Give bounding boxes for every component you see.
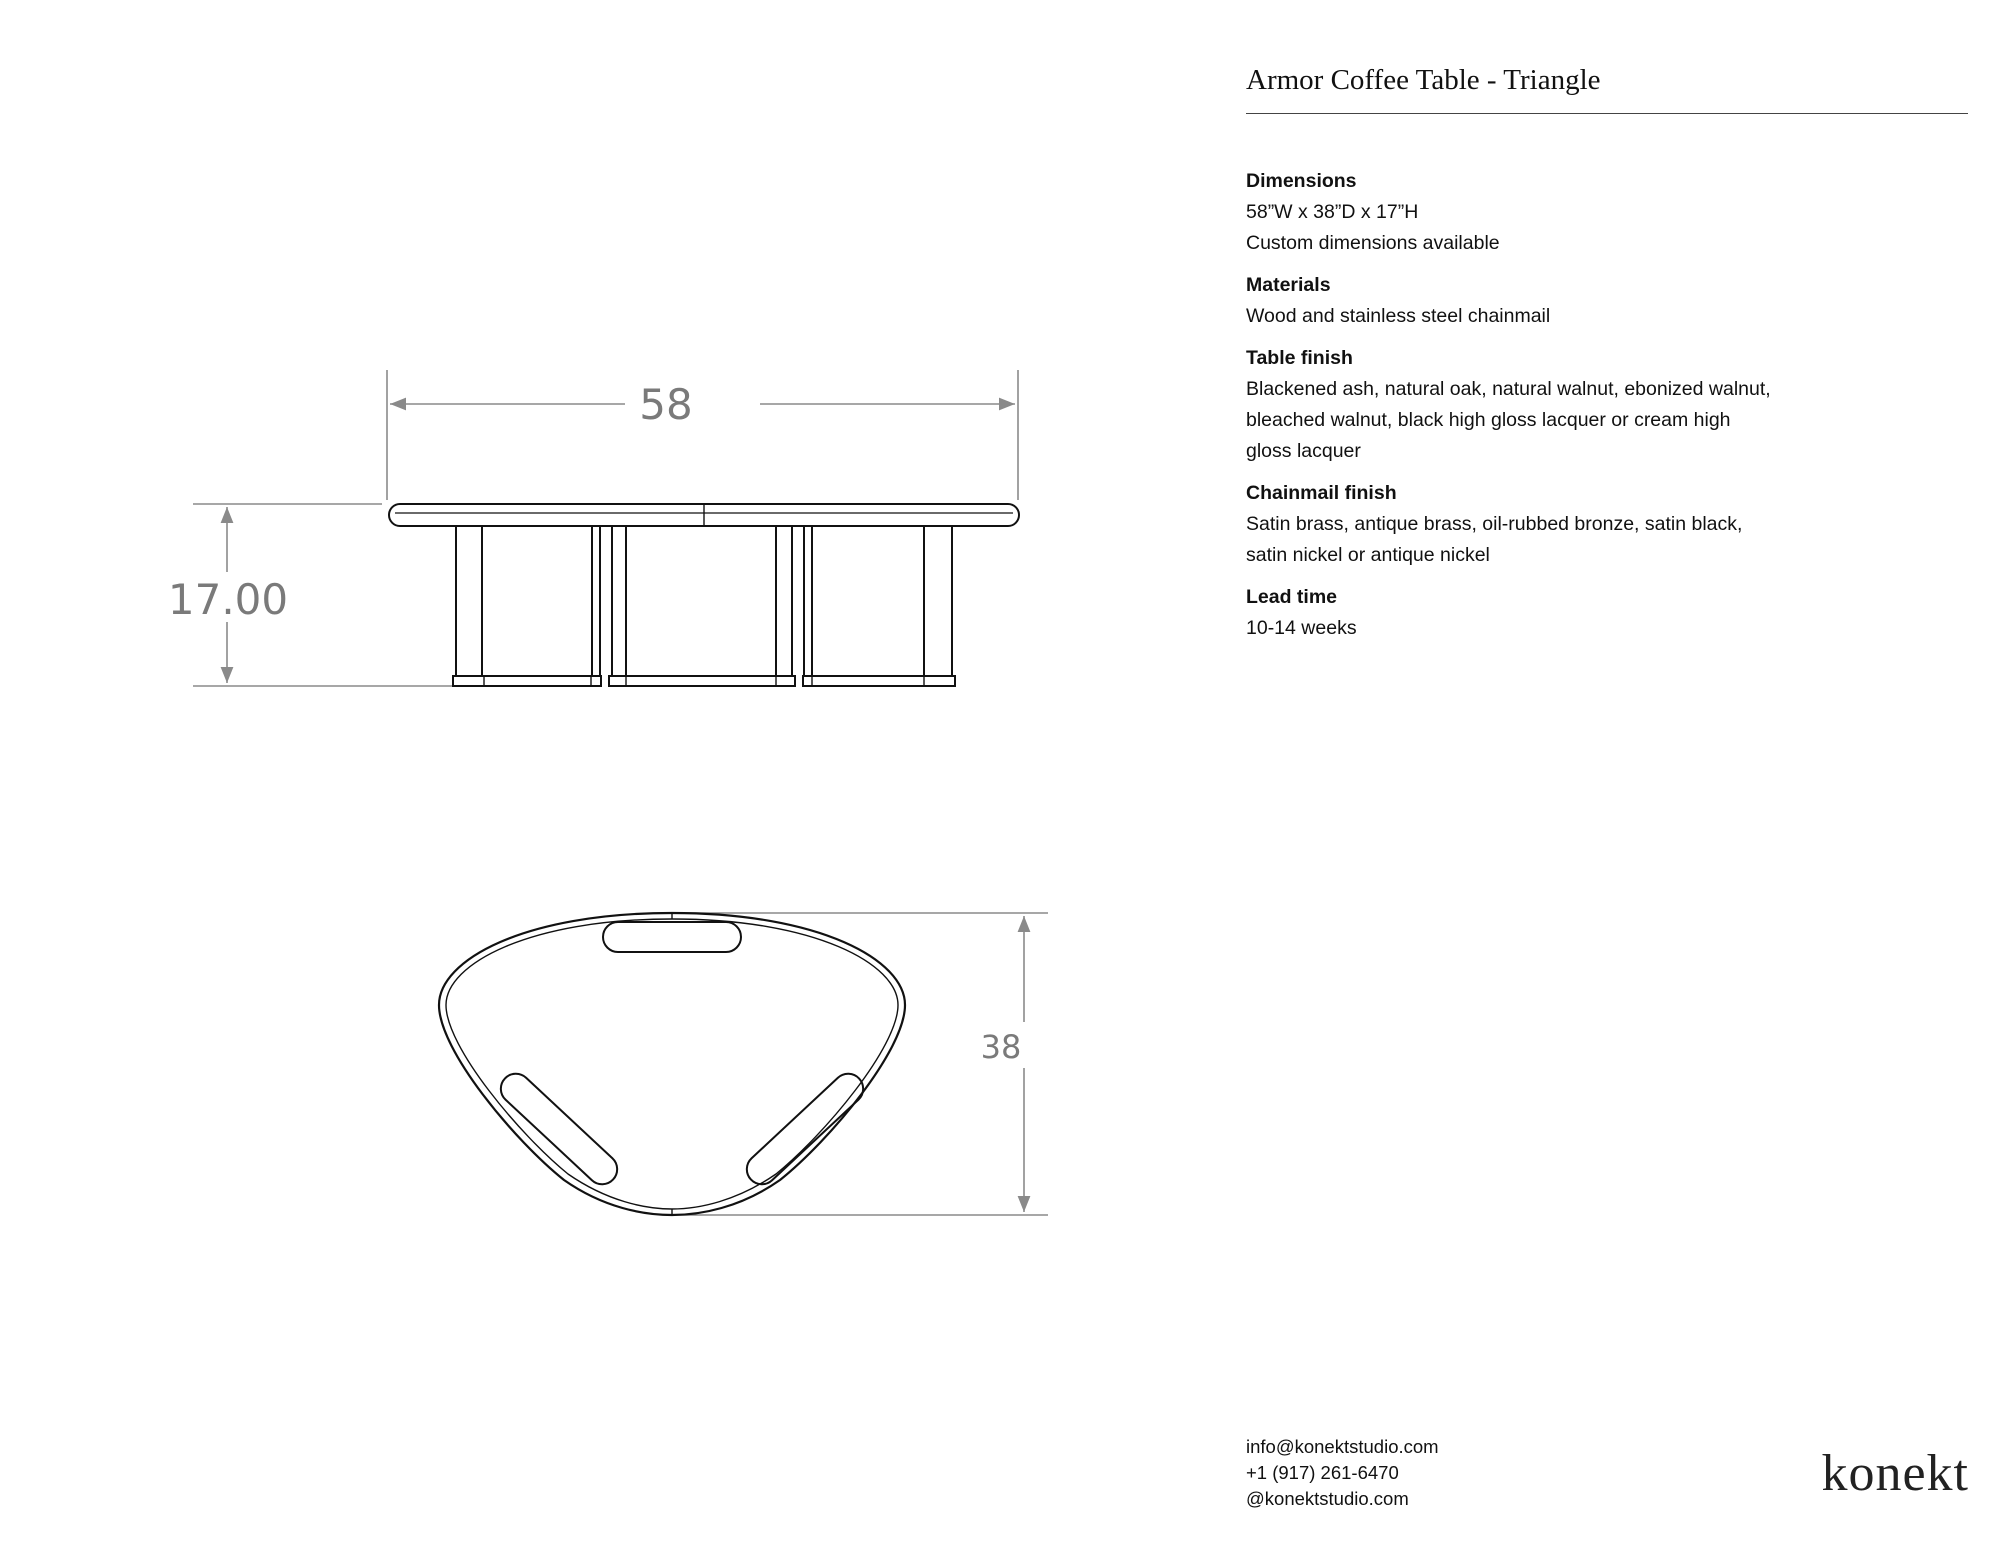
contact-social[interactable]: @konektstudio.com (1246, 1488, 1409, 1509)
spec-label: Table finish (1246, 347, 1353, 369)
spec-value: Wood and stainless steel chainmail (1246, 305, 1551, 327)
spec-value: satin nickel or antique nickel (1246, 544, 1490, 566)
plan-view (439, 913, 1048, 1215)
spec-value: 10-14 weeks (1246, 617, 1357, 639)
spec-label: Lead time (1246, 586, 1338, 608)
spec-value: gloss lacquer (1246, 440, 1361, 462)
spec-label: Chainmail finish (1246, 482, 1397, 504)
height-dimension-label: 17.00 (167, 575, 289, 624)
specifications (1246, 166, 1866, 655)
width-dimension (387, 370, 1018, 500)
contact-info (1246, 1434, 1439, 1512)
spec-label: Dimensions (1246, 170, 1357, 192)
spec-value: Blackened ash, natural oak, natural walnut, ebonized walnut, (1246, 378, 1771, 400)
triangle-top-outline (439, 913, 905, 1215)
table-top (389, 504, 1019, 526)
spec-value: Satin brass, antique brass, oil-rubbed bronze, satin black, (1246, 513, 1743, 535)
product-title: Armor Coffee Table - Triangle (1246, 64, 1601, 96)
width-dimension-label: 58 (639, 380, 693, 429)
table-legs (453, 526, 955, 686)
spec-table-finish (1246, 343, 1866, 467)
depth-dimension-label: 38 (980, 1028, 1022, 1066)
spec-value: bleached walnut, black high gloss lacquer or cream high (1246, 409, 1731, 431)
spec-materials (1246, 270, 1866, 332)
title-divider (1246, 113, 1968, 114)
contact-email[interactable]: info@konektstudio.com (1246, 1436, 1439, 1457)
brand-logo: konekt (1821, 1445, 1969, 1502)
spec-label: Materials (1246, 274, 1331, 296)
spec-dimensions (1246, 166, 1866, 259)
spec-value: Custom dimensions available (1246, 232, 1500, 254)
spec-lead-time (1246, 582, 1866, 644)
spec-value: 58”W x 38”D x 17”H (1246, 201, 1419, 223)
elevation-view (168, 370, 1019, 686)
spec-chainmail-finish (1246, 478, 1866, 571)
contact-phone[interactable]: +1 (917) 261-6470 (1246, 1462, 1399, 1483)
